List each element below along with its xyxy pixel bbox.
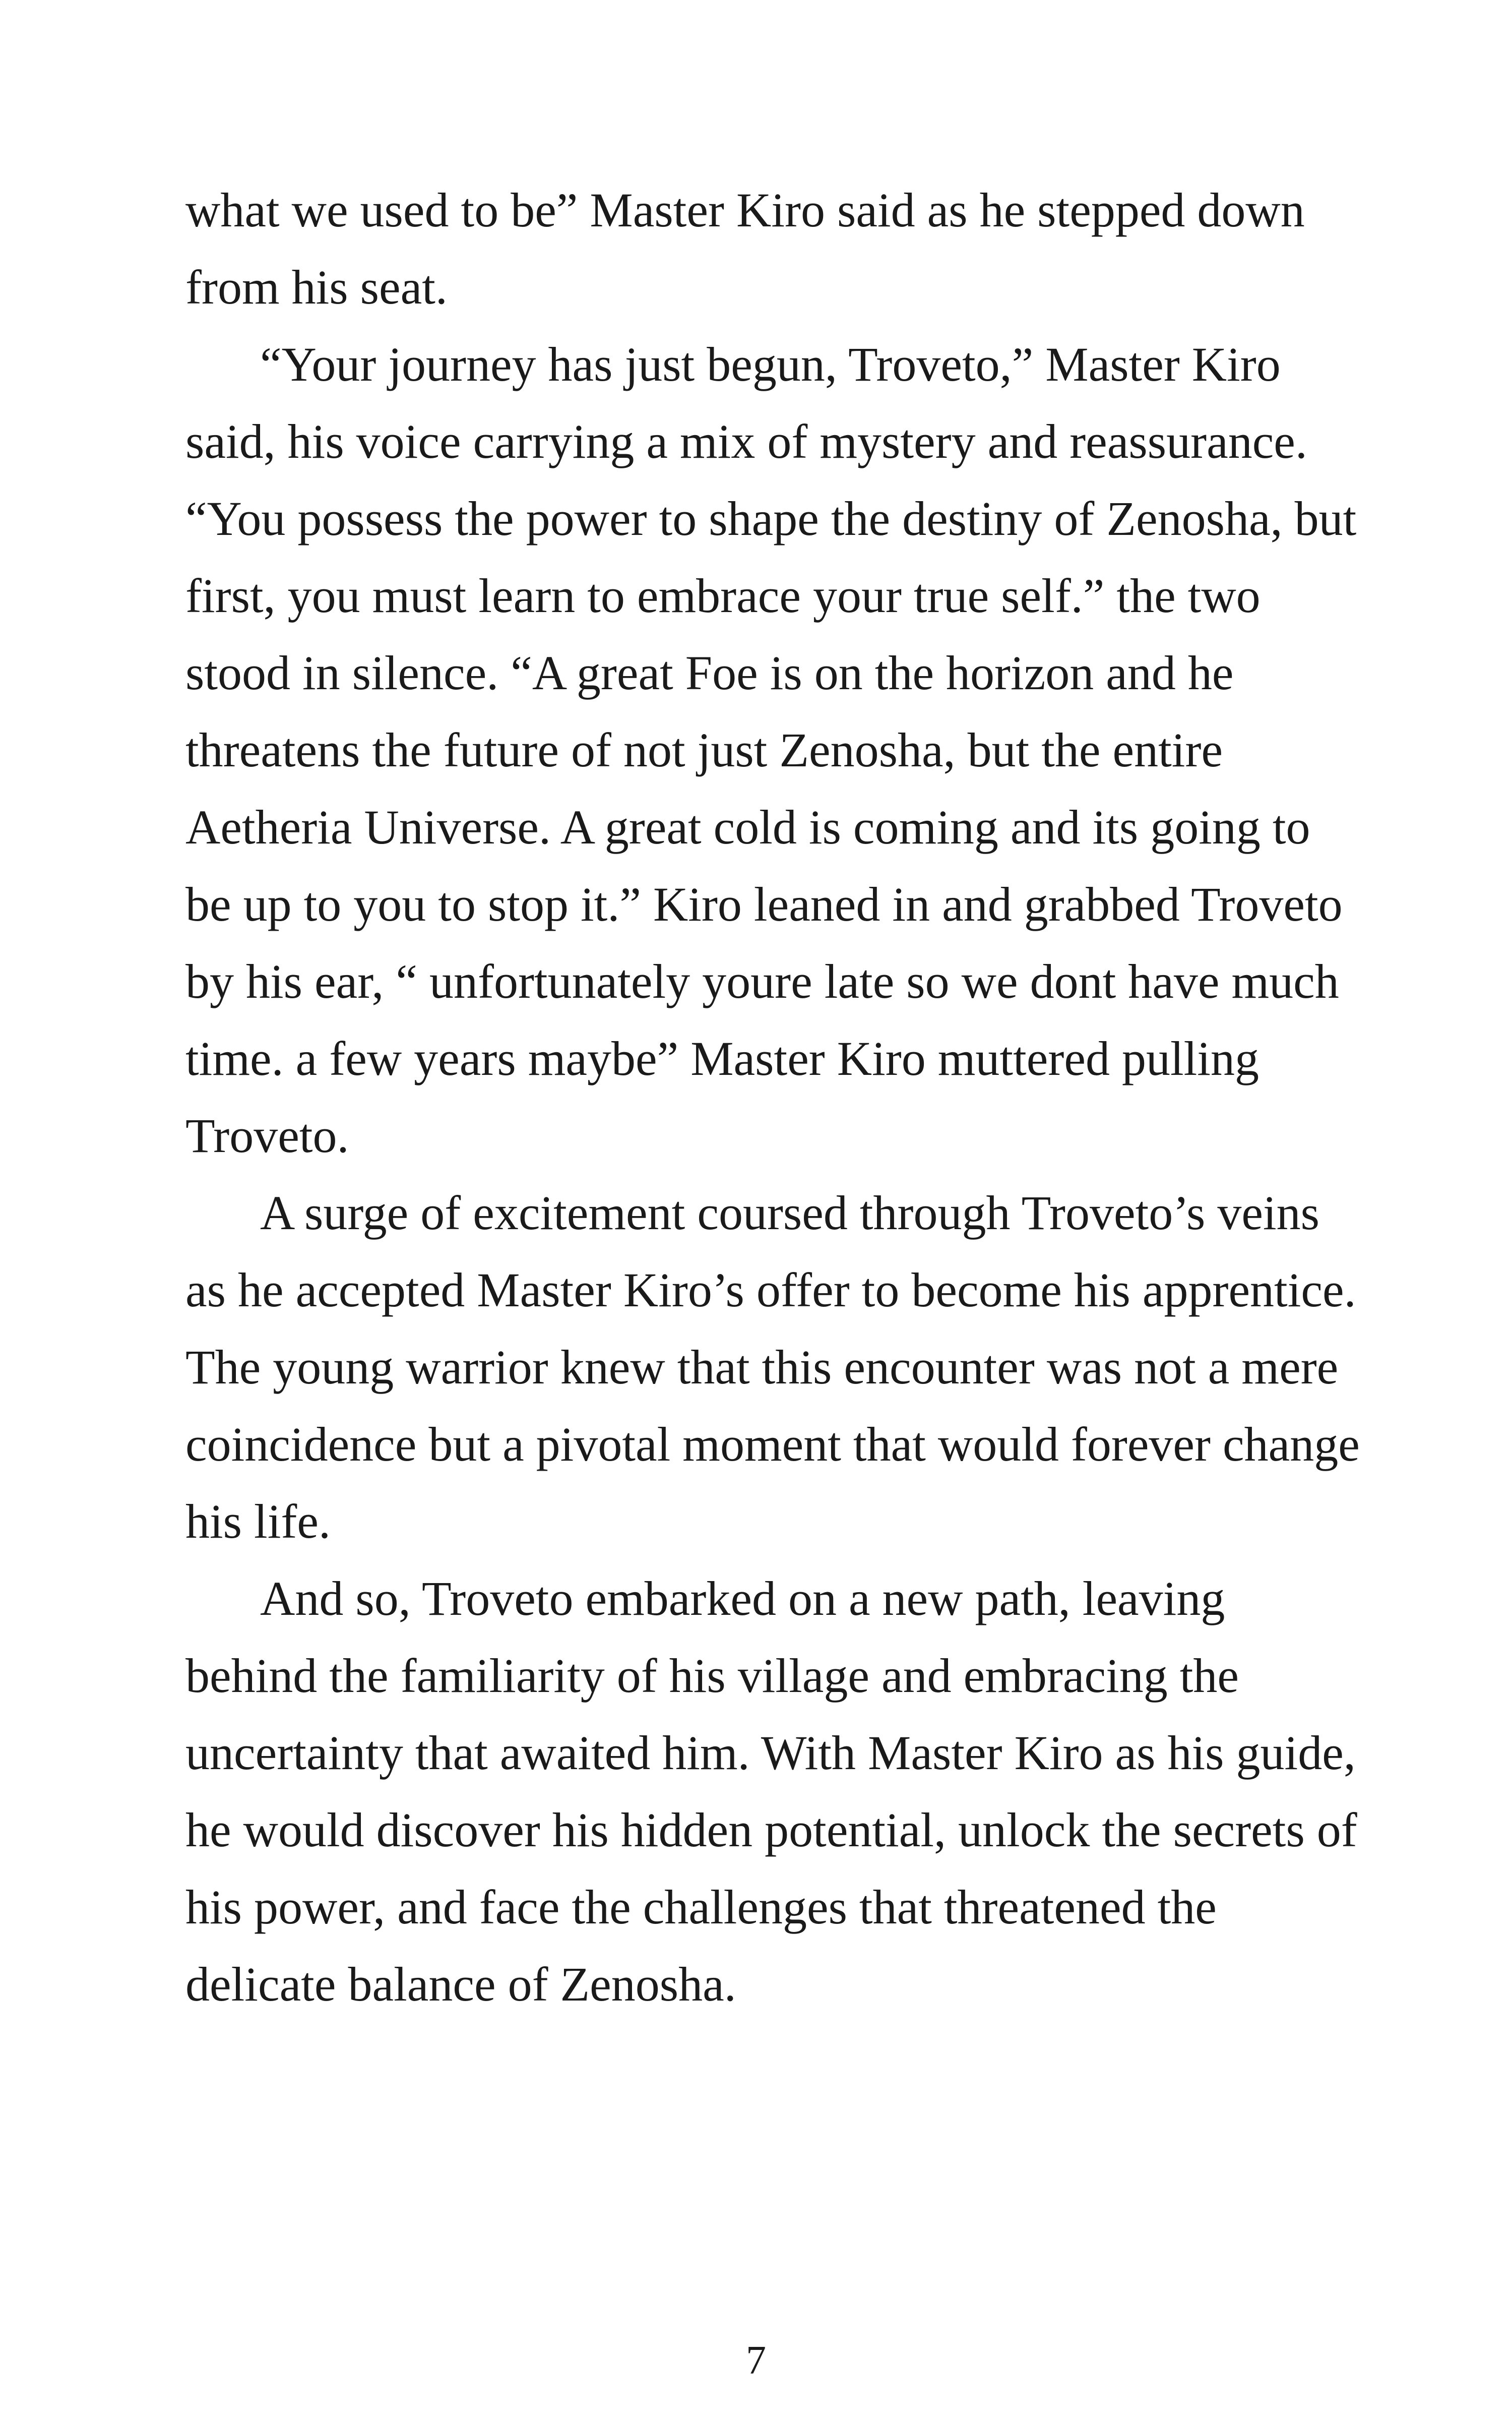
paragraph-new-path: And so, Troveto embarked on a new path, leaving behind the familiarity of his village and embracing the uncertainty that awaited him. With Master Kiro as his guide, he would discover his hidden potential, unlock the secrets of his power, and face the challenges that threatened the delicate balance of Zenosha. (185, 1571, 1357, 2011)
page-body-text (185, 171, 1365, 2023)
page-number: 7 (746, 2338, 766, 2383)
paragraph-apprentice: A surge of excitement coursed through Troveto’s veins as he accepted Master Kiro’s offer to become his apprentice. The young warrior knew that this encounter was not a mere coincidence but a pivotal moment that would forever change his life. (185, 1186, 1360, 1548)
paragraph-kiro-speech: “Your journey has just begun, Troveto,” Master Kiro said, his voice carrying a mix of mystery and reassurance. “You possess the power to shape the destiny of Zenosha, but first, you must learn to embrace your true self.” the two stood in silence. “A great Foe is on the horizon and he threatens the future of not just Zenosha, but the entire Aetheria Universe. A great cold is coming and its going to be up to you to stop it.” Kiro leaned in and grabbed Troveto by his ear, “ unfortunately youre late so we dont have much time. a few years maybe” Master Kiro muttered pulling Troveto. (185, 337, 1357, 1163)
paragraph-continuation: what we used to be” Master Kiro said as he stepped down from his seat. (185, 183, 1305, 314)
